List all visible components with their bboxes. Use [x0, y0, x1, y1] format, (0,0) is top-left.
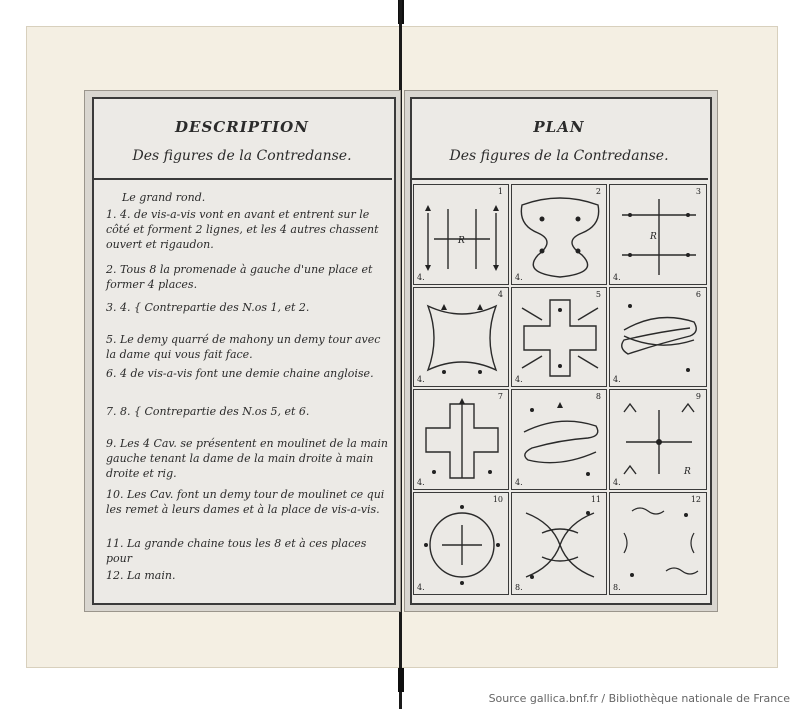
dance-figure-6-diagram	[610, 288, 708, 388]
entry-5: 6. 4 de vis-a-vis font une demie chaine angloise.	[106, 367, 374, 380]
figure-corner-1: 4.	[417, 273, 425, 282]
figure-cell-3	[609, 184, 707, 285]
dance-figure-9-diagram	[610, 390, 708, 491]
figure-number-1: 1	[497, 187, 503, 196]
figure-cell-1	[413, 184, 509, 285]
entry-8: 10. Les Cav. font un demy tour de moulinet ce qui les remet à leurs dames et à la place de vis-a-vis.	[106, 488, 385, 516]
right-page-subtitle: Des figures de la Contredanse.	[449, 148, 669, 164]
dance-figure-12-diagram	[610, 493, 708, 596]
figures-grid	[413, 184, 707, 595]
figure-cell-2	[511, 184, 607, 285]
figure-corner-11: 8.	[515, 583, 523, 592]
figure-corner-10: 4.	[417, 583, 425, 592]
figure-number-9: 9	[695, 392, 701, 401]
figure-cell-10	[413, 492, 509, 595]
figure-cell-6	[609, 287, 707, 387]
figure-number-8: 8	[595, 392, 601, 401]
entry-1: 1. 4. de vis-a-vis vont en avant et entrent sur le côté et forment 2 lignes, et les 4 autres chassent ouvert et rigaudon.	[106, 208, 379, 251]
entry-10: 12. La main.	[106, 569, 176, 582]
figure-corner-4: 4.	[417, 375, 425, 384]
figure-corner-6: 4.	[613, 375, 621, 384]
dance-figure-5-diagram	[512, 288, 608, 388]
figure-number-3: 3	[695, 187, 701, 196]
dance-figure-11-diagram	[512, 493, 608, 596]
dance-figure-3-diagram	[610, 185, 708, 286]
right-page-title: PLAN	[533, 118, 585, 136]
figure-number-4: 4	[497, 290, 503, 299]
dance-figure-1-diagram	[414, 185, 510, 286]
left-page-title: DESCRIPTION	[175, 118, 309, 136]
figure-corner-7: 4.	[417, 478, 425, 487]
figure-corner-2: 4.	[515, 273, 523, 282]
entry-9: 11. La grande chaine tous les 8 et à ces places pour	[106, 537, 367, 565]
figure-cell-12	[609, 492, 707, 595]
figure-number-12: 12	[690, 495, 701, 504]
svg-text:R: R	[458, 236, 465, 246]
dance-figure-4-diagram	[414, 288, 510, 388]
entry-4: 5. Le demy quarré de mahony un demy tour avec la dame qui vous fait face.	[106, 333, 381, 361]
entry-2: 2. Tous 8 la promenade à gauche d'une place et former 4 places.	[106, 263, 373, 291]
dance-figure-7-diagram	[414, 390, 510, 491]
dance-figure-2-diagram	[512, 185, 608, 286]
svg-text:R: R	[650, 232, 657, 242]
figure-corner-3: 4.	[613, 273, 621, 282]
dance-figure-10-diagram	[414, 493, 510, 596]
left-page-subtitle: Des figures de la Contredanse.	[132, 148, 352, 164]
figure-corner-12: 8.	[613, 583, 621, 592]
figure-number-7: 7	[497, 392, 503, 401]
figure-number-5: 5	[595, 290, 601, 299]
figure-cell-9	[609, 389, 707, 490]
source-credit: Source gallica.bnf.fr / Bibliothèque nationale de France	[488, 692, 790, 705]
svg-text:R: R	[684, 467, 691, 477]
dance-figure-8-diagram	[512, 390, 608, 491]
figure-number-11: 11	[590, 495, 601, 504]
spine-bottom-edge	[398, 668, 404, 692]
entry-3: 3. 4. { Contrepartie des N.os 1, et 2.	[106, 301, 310, 314]
figure-cell-4	[413, 287, 509, 387]
right-header-rule	[412, 178, 708, 180]
figure-number-2: 2	[595, 187, 601, 196]
figure-number-6: 6	[695, 290, 701, 299]
entry-7: 9. Les 4 Cav. se présentent en moulinet de la main gauche tenant la dame de la main droite à main droite et rig.	[106, 437, 388, 480]
figure-cell-11	[511, 492, 607, 595]
left-header-rule	[94, 178, 392, 180]
figure-corner-9: 4.	[613, 478, 621, 487]
figure-corner-5: 4.	[515, 375, 523, 384]
figure-cell-8	[511, 389, 607, 490]
figure-corner-8: 4.	[515, 478, 523, 487]
entry-0: Le grand rond.	[122, 191, 206, 204]
figure-number-10: 10	[492, 495, 503, 504]
figure-cell-7	[413, 389, 509, 490]
figure-cell-5	[511, 287, 607, 387]
entry-6: 7. 8. { Contrepartie des N.os 5, et 6.	[106, 405, 310, 418]
